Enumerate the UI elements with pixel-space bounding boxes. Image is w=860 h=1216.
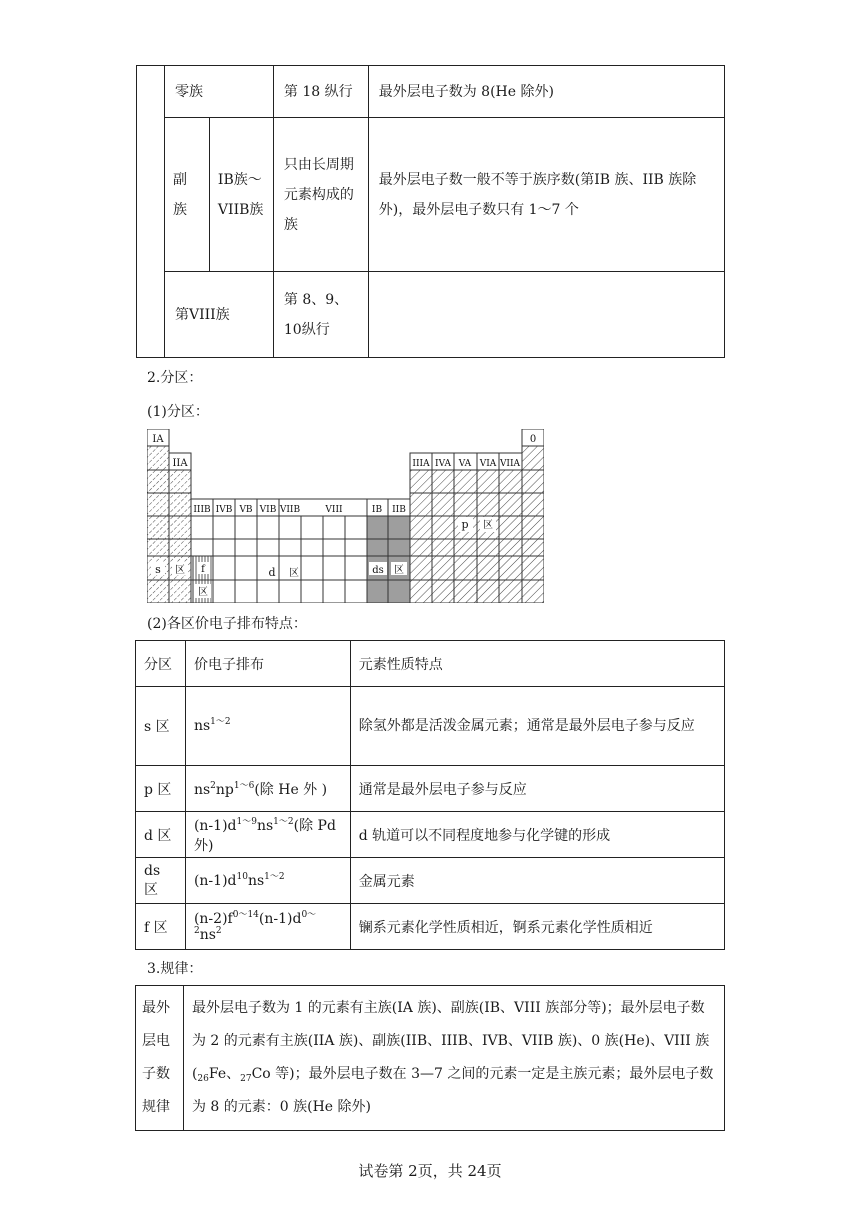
s-block-qu-label: 区 [175, 565, 185, 576]
header-cell: 价电子排布 [185, 641, 350, 687]
subsection-heading: (1)分区： [147, 404, 209, 420]
group-label-ib: IB [371, 505, 383, 515]
table-header-row [136, 641, 725, 687]
group-feature-cell: 最外层电子数为 8(He 除外) [368, 66, 724, 118]
group-label-iib: IIB [392, 505, 406, 515]
block-cell: f 区 [136, 904, 186, 950]
group-table [136, 65, 725, 358]
table-row [136, 812, 725, 858]
group-name-cell: 第VIII族 [164, 272, 273, 358]
d-block-qu-label: 区 [289, 568, 299, 579]
page-footer: 试卷第 2页，共 24页 [358, 1162, 502, 1180]
table-row [137, 66, 725, 118]
group-label-va: VA [458, 459, 472, 469]
rules-table [135, 985, 725, 1131]
table-row [137, 272, 725, 358]
subsection-heading: (2)各区价电子排布特点： [147, 616, 307, 632]
table-row [136, 904, 725, 950]
ds-block-qu-label: 区 [394, 565, 404, 576]
block-cell: ds 区 [136, 858, 186, 904]
p-block-label: p [461, 518, 469, 531]
props-cell: 镧系元素化学性质相近，锕系元素化学性质相近 [350, 904, 724, 950]
block-cell: s 区 [136, 687, 186, 766]
group-label-zero: 0 [529, 434, 537, 445]
f-block-label: f [201, 564, 205, 575]
group-label-iia: IIA [172, 458, 188, 469]
group-feature-cell: 最外层电子数一般不等于族序数(第IB 族、IIB 族除外)，最外层电子数只有 1～7 个 [368, 118, 724, 272]
block-config-table [135, 640, 725, 950]
group-column-cell: 第 8、9、10纵行 [273, 272, 368, 358]
group-column-cell: 只由长周期元素构成的族 [273, 118, 368, 272]
group-table-side-cell [137, 66, 165, 358]
config-cell: $(n-2)f^{0\sim 14}(n-1)d^{0\sim 2}ns^2$ [185, 904, 350, 950]
table-row [136, 766, 725, 812]
group-label-vb: VB [239, 505, 253, 515]
p-block-top [522, 446, 544, 470]
config-cell: $ns^{1\sim 2}$ [185, 687, 350, 766]
group-label-iiia: IIIA [412, 459, 430, 469]
table-row [136, 858, 725, 904]
group-label-vib: VIB [259, 505, 277, 515]
group-label-ia: IA [152, 434, 164, 445]
block-cell: d 区 [136, 812, 186, 858]
rule-text-cell: 最外层电子数为 1 的元素有主族(IA 族)、副族(IB、VIII 族部分等)；最外层电子数为 2 的元素有主族(IIA 族)、副族(IIB、IIIB、IVB、VIIB 族)、0 族(He)、VIII 族($_{26}Fe$、$_{27}$Co 等)；最外层电子数在 3—7 之间的元素一定是主族元素；最外层电子数为 8 的元素：0 族(He 除外) [183, 986, 724, 1131]
group-label-ivb: IVB [215, 505, 233, 515]
s-block-label: s [155, 563, 161, 576]
header-cell: 分区 [136, 641, 186, 687]
group-label-viii: VIII [325, 505, 343, 515]
group-feature-cell [368, 272, 724, 358]
config-cell: $(n-1)d^{10}ns^{1\sim 2}$ [185, 858, 350, 904]
header-cell: 元素性质特点 [350, 641, 724, 687]
group-label-iva: IVA [435, 459, 451, 469]
table-row [136, 687, 725, 766]
props-cell: 除氢外都是活泼金属元素；通常是最外层电子参与反应 [350, 687, 724, 766]
group-label-viib: VIIB [279, 505, 301, 515]
s-block-column2 [169, 470, 191, 603]
props-cell: d 轨道可以不同程度地参与化学键的形成 [350, 812, 724, 858]
d-block-label: d [268, 566, 276, 579]
group-label-via: VIA [479, 459, 497, 469]
block-cell: p 区 [136, 766, 186, 812]
group-name-cell: 零族 [164, 66, 273, 118]
group-subname-cell: IB族～VIIB族 [209, 118, 273, 272]
props-cell: 金属元素 [350, 858, 724, 904]
group-column-cell: 第 18 纵行 [273, 66, 368, 118]
config-cell: $ns^2np^{1\sim 6}$(除 He 外 ) [185, 766, 350, 812]
periodic-table-blocks-diagram [147, 429, 544, 603]
section-heading: 3.规律： [147, 961, 203, 977]
group-label-viia: VIIA [499, 459, 521, 469]
config-cell: $(n-1)d^{1\sim 9}ns^{1\sim 2}$(除 Pd 外) [185, 812, 350, 858]
table-row [136, 986, 725, 1131]
section-heading: 2.分区： [147, 370, 203, 386]
f-block-qu-label: 区 [198, 587, 208, 598]
p-block-qu-label: 区 [483, 520, 493, 531]
rule-label-cell: 最外层电子数规律 [136, 986, 184, 1131]
group-name-cell: 副族 [164, 118, 209, 272]
props-cell: 通常是最外层电子参与反应 [350, 766, 724, 812]
table-row [137, 118, 725, 272]
ds-block-label: ds [372, 565, 384, 576]
group-label-iiib: IIIB [193, 505, 211, 515]
